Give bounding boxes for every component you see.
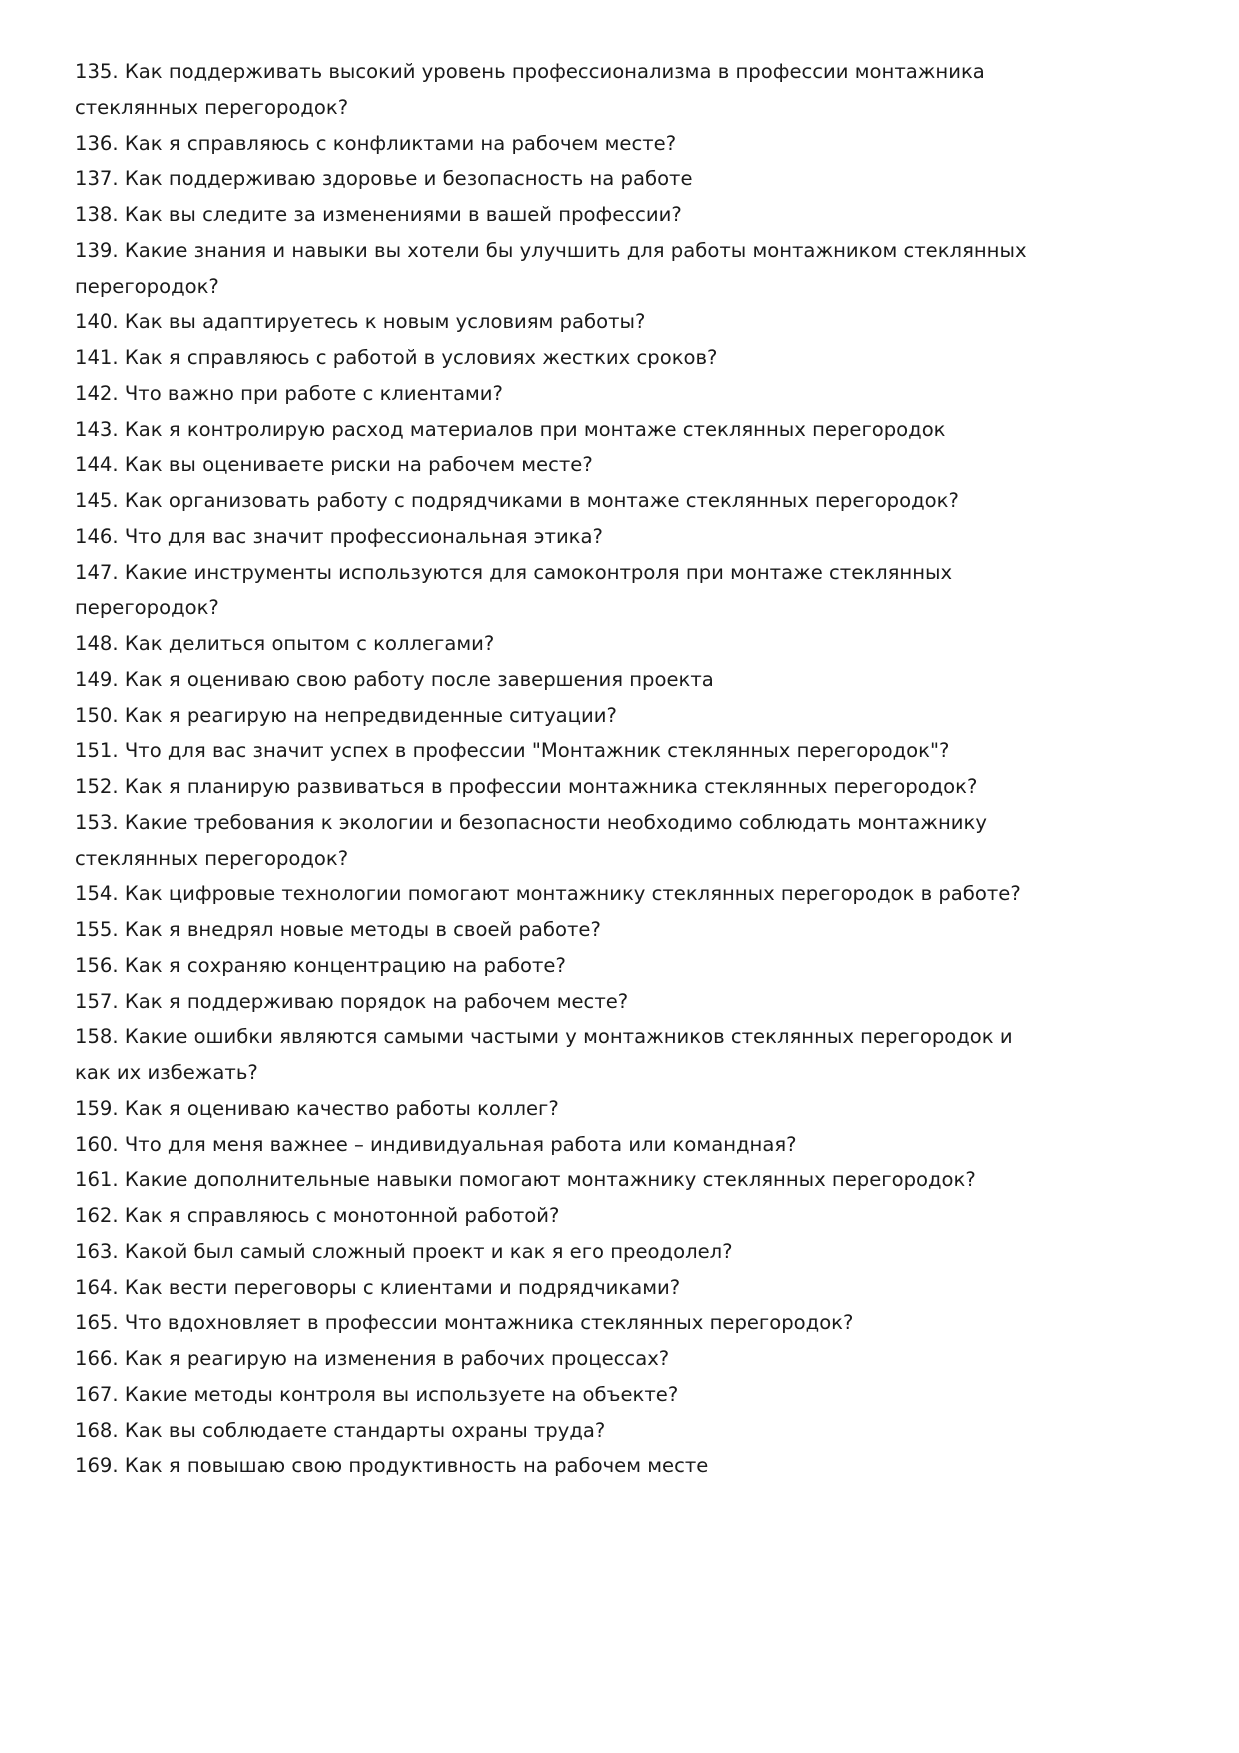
question-item [75, 805, 1075, 877]
question-text-line: 153. Какие требования к экологии и безопасности необходимо соблюдать монтажнику [75, 810, 987, 834]
question-text-line: 156. Как я сохраняю концентрацию на работе? [75, 953, 566, 977]
question-text-line: 148. Как делиться опытом с коллегами? [75, 632, 495, 655]
question-item [75, 304, 1075, 340]
question-item [75, 1091, 1075, 1127]
question-item [75, 1305, 1075, 1341]
question-item [75, 126, 1075, 162]
question-item [75, 1162, 1075, 1198]
question-text-line: как их избежать? [75, 1061, 258, 1084]
question-text-line: 162. Как я справляюсь с монотонной работой? [75, 1204, 560, 1227]
question-text-line: 144. Как вы оцениваете риски на рабочем месте? [75, 453, 593, 477]
question-item [75, 876, 1075, 912]
question-text-line: перегородок? [75, 274, 219, 298]
question-item [75, 984, 1075, 1020]
question-text-line: 145. Как организовать работу с подрядчиками в монтаже стеклянных перегородок? [75, 489, 959, 512]
question-text-line: 158. Какие ошибки являются самыми частыми у монтажников стеклянных перегородок и [75, 1025, 1013, 1049]
question-text-line: 164. Как вести переговоры с клиентами и подрядчиками? [75, 1275, 681, 1299]
question-text-line: 155. Как я внедрял новые методы в своей работе? [75, 918, 601, 941]
question-text-line: 135. Как поддерживать высокий уровень профессионализма в профессии монтажника [75, 60, 985, 83]
question-item [75, 1234, 1075, 1270]
question-text-line: 167. Какие методы контроля вы используете на объекте? [75, 1382, 679, 1406]
question-text-line: 163. Какой был самый сложный проект и как я его преодолел? [75, 1239, 733, 1263]
question-text-line: 166. Как я реагирую на изменения в рабочих процессах? [75, 1347, 670, 1370]
question-item [75, 519, 1075, 555]
question-text-line: 143. Как я контролирую расход материалов при монтаже стеклянных перегородок [75, 417, 946, 441]
question-text-line: 140. Как вы адаптируетесь к новым условиям работы? [75, 310, 646, 334]
question-text-line: 159. Как я оцениваю качество работы коллег? [75, 1096, 559, 1120]
question-text-line: 142. Что важно при работе с клиентами? [75, 381, 503, 405]
question-text-line: 147. Какие инструменты используются для самоконтроля при монтаже стеклянных [75, 560, 953, 584]
question-item [75, 662, 1075, 698]
question-item [75, 626, 1075, 662]
question-item [75, 1341, 1075, 1377]
question-text-line: 161. Какие дополнительные навыки помогают монтажнику стеклянных перегородок? [75, 1168, 976, 1192]
question-text-line: 152. Как я планирую развиваться в профессии монтажника стеклянных перегородок? [75, 775, 978, 798]
question-text-line: 160. Что для меня важнее – индивидуальная работа или командная? [75, 1132, 797, 1156]
question-item [75, 197, 1075, 233]
question-item [75, 483, 1075, 519]
question-item [75, 769, 1075, 805]
question-item [75, 376, 1075, 412]
question-item [75, 233, 1075, 305]
question-item [75, 340, 1075, 376]
question-item [75, 948, 1075, 984]
question-item [75, 447, 1075, 483]
question-item [75, 733, 1075, 769]
question-text-line: 149. Как я оцениваю свою работу после завершения проекта [75, 667, 714, 691]
question-text-line: 168. Как вы соблюдаете стандарты охраны труда? [75, 1418, 606, 1442]
question-item [75, 161, 1075, 197]
question-item [75, 1270, 1075, 1306]
question-text-line: 151. Что для вас значит успех в профессии "Монтажник стеклянных перегородок"? [75, 739, 950, 763]
question-text-line: 146. Что для вас значит профессиональная этика? [75, 524, 603, 548]
question-item [75, 1448, 1075, 1484]
question-item [75, 1413, 1075, 1449]
question-text-line: 139. Какие знания и навыки вы хотели бы улучшить для работы монтажником стеклянных [75, 238, 1027, 262]
question-item [75, 54, 1075, 126]
question-text-line: 141. Как я справляюсь с работой в условиях жестких сроков? [75, 346, 718, 369]
question-list [75, 54, 1075, 1484]
question-text-line: 137. Как поддерживаю здоровье и безопасность на работе [75, 167, 693, 191]
question-item [75, 912, 1075, 948]
question-text-line: 150. Как я реагирую на непредвиденные ситуации? [75, 703, 617, 727]
question-text-line: перегородок? [75, 596, 219, 620]
question-item [75, 555, 1075, 627]
question-text-line: 169. Как я повышаю свою продуктивность на рабочем месте [75, 1454, 709, 1478]
question-text-line: 136. Как я справляюсь с конфликтами на рабочем месте? [75, 131, 677, 155]
question-item [75, 1377, 1075, 1413]
question-text-line: 138. Как вы следите за изменениями в вашей профессии? [75, 203, 682, 226]
question-text-line: стеклянных перегородок? [75, 95, 349, 119]
question-item [75, 412, 1075, 448]
question-text-line: 157. Как я поддерживаю порядок на рабочем месте? [75, 989, 629, 1013]
question-item [75, 698, 1075, 734]
question-text-line: 165. Что вдохновляет в профессии монтажника стеклянных перегородок? [75, 1311, 854, 1335]
question-text-line: 154. Как цифровые технологии помогают монтажнику стеклянных перегородок в работе? [75, 882, 1021, 906]
question-text-line: стеклянных перегородок? [75, 846, 349, 870]
question-item [75, 1127, 1075, 1163]
question-item [75, 1198, 1075, 1234]
question-item [75, 1019, 1075, 1091]
